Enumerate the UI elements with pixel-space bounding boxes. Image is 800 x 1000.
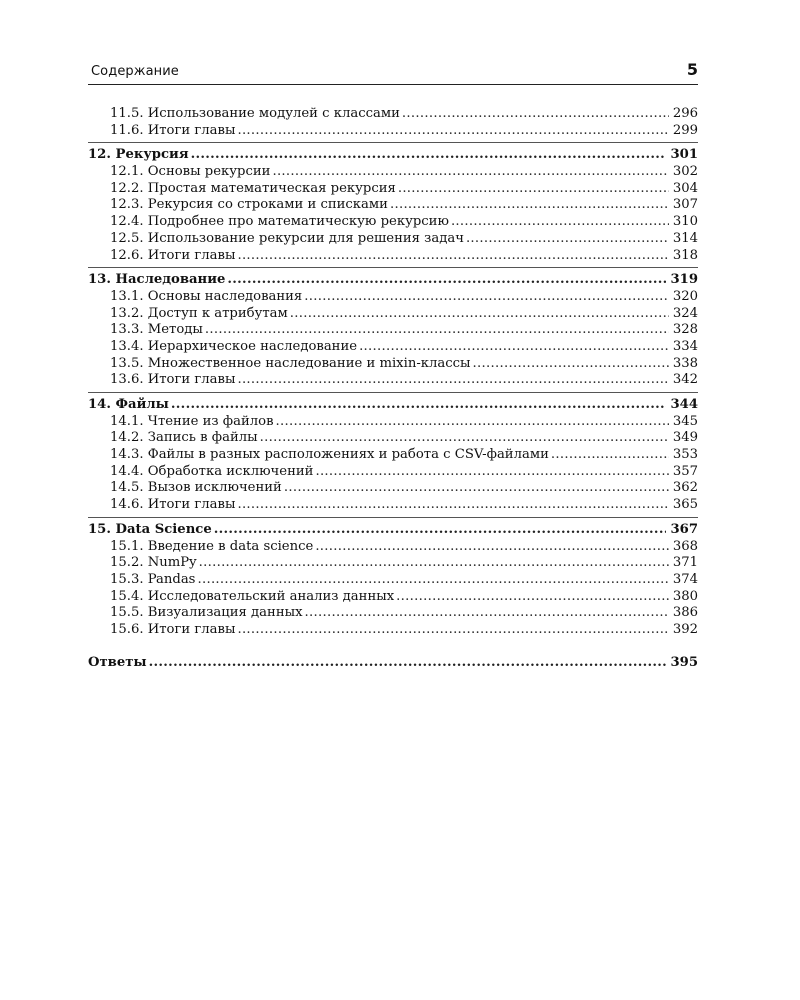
dot-leader [315,464,668,481]
toc-entry-label: 15.4. Исследовательский анализ данных [110,588,395,604]
toc-entry-page: 324 [672,305,698,321]
toc-entry-14-5[interactable] [88,480,698,497]
toc-entry-13-6[interactable] [88,372,698,389]
toc-chapter-page: 319 [670,272,698,288]
dot-leader [237,622,668,639]
toc-answers[interactable] [88,655,698,672]
chapter-divider [88,142,698,143]
toc-entry-label: 13.6. Итоги главы [110,372,236,388]
toc-chapter-13[interactable] [88,272,698,289]
toc-answers-label: Ответы [88,654,147,670]
toc-entry-page: 362 [672,480,698,496]
toc-chapter-15[interactable] [88,522,698,539]
toc-chapter-14[interactable] [88,397,698,414]
toc-entry-page: 304 [672,180,698,196]
dot-leader [284,480,669,497]
dot-leader [205,322,669,339]
toc-chapter-label: 12. Рекурсия [88,147,189,163]
toc-entry-label: 12.4. Подробнее про математическую рекурсию [110,214,449,230]
toc-entry-12-6[interactable] [88,248,698,265]
toc-entry-14-3[interactable] [88,447,698,464]
toc-entry-label: 11.5. Использование модулей с классами [110,106,400,121]
chapter-divider [88,517,698,518]
toc-entry-label: 12.2. Простая математическая рекурсия [110,180,396,196]
toc-entry-15-5[interactable] [88,605,698,622]
toc-entry-12-5[interactable] [88,231,698,248]
toc-entry-page: 392 [672,621,698,637]
toc-entry-label: 13.1. Основы наследования [110,288,303,304]
toc-entry-page: 380 [672,588,698,604]
toc-answers-page: 395 [670,654,698,670]
toc-entry-page: 365 [672,497,698,513]
dot-leader [276,414,669,431]
toc-entry-14-6[interactable] [88,497,698,514]
toc-entry-label: 14.4. Обработка исключений [110,463,314,479]
toc-entry-13-1[interactable] [88,289,698,306]
toc-entry-label: 14.2. Запись в файлы [110,430,258,446]
toc-entry-11-6[interactable] [88,123,698,140]
toc-entry-page: 318 [672,247,698,263]
dot-leader [315,539,669,556]
toc-entry-label: 13.2. Доступ к атрибутам [110,305,288,321]
dot-leader [149,655,667,672]
toc-chapter-label: 15. Data Science [88,521,212,537]
dot-leader [551,447,669,464]
dot-leader [237,248,668,265]
toc-entry-15-2[interactable] [88,555,698,572]
toc-entry-label: 14.6. Итоги главы [110,497,236,513]
dot-leader [237,497,668,514]
dot-leader [473,356,669,373]
toc-entry-label: 15.3. Pandas [110,571,196,587]
toc-entry-page: 338 [672,355,698,371]
toc-chapter-page: 367 [670,521,698,537]
toc-chapter-12[interactable] [88,147,698,164]
table-of-contents [88,106,698,671]
toc-entry-label: 15.6. Итоги главы [110,621,236,637]
toc-entry-page: 374 [672,571,698,587]
toc-chapter-page: 301 [670,147,698,163]
toc-entry-label: 14.5. Вызов исключений [110,480,282,496]
toc-entry-label: 12.6. Итоги главы [110,247,236,263]
toc-entry-label: 11.6. Итоги главы [110,122,236,138]
toc-entry-label: 14.1. Чтение из файлов [110,413,274,429]
dot-leader [396,589,669,606]
toc-entry-page: 334 [672,338,698,354]
toc-entry-label: 13.5. Множественное наследование и mixin-классы [110,355,471,371]
toc-entry-11-5[interactable] [88,106,698,123]
dot-leader [260,430,669,447]
toc-entry-12-4[interactable] [88,214,698,231]
dot-leader [402,106,669,123]
dot-leader [237,123,668,140]
dot-leader [398,181,669,198]
toc-entry-15-3[interactable] [88,572,698,589]
dot-leader [305,605,669,622]
running-header-title: Содержание [91,64,179,79]
toc-entry-14-1[interactable] [88,414,698,431]
toc-entry-label: 15.1. Введение в data science [110,538,314,554]
dot-leader [191,147,667,164]
toc-entry-label: 13.3. Методы [110,322,203,338]
dot-leader [197,572,668,589]
dot-leader [390,197,669,214]
toc-entry-14-4[interactable] [88,464,698,481]
toc-entry-label: 12.5. Использование рекурсии для решения задач [110,230,464,246]
dot-leader [171,397,667,414]
dot-leader [304,289,669,306]
toc-entry-12-1[interactable] [88,164,698,181]
toc-entry-page: 310 [672,214,698,230]
dot-leader [466,231,669,248]
toc-entry-page: 307 [672,197,698,213]
toc-entry-14-2[interactable] [88,430,698,447]
toc-entry-13-4[interactable] [88,339,698,356]
toc-entry-label: 12.1. Основы рекурсии [110,164,271,180]
toc-entry-15-6[interactable] [88,622,698,639]
toc-entry-page: 345 [672,413,698,429]
toc-entry-13-5[interactable] [88,356,698,373]
toc-entry-page: 349 [672,430,698,446]
toc-chapter-label: 13. Наследование [88,272,226,288]
dot-leader [451,214,669,231]
dot-leader [199,555,669,572]
toc-entry-page: 353 [672,447,698,463]
toc-entry-page: 386 [672,605,698,621]
toc-entry-page: 357 [672,463,698,479]
dot-leader [227,272,666,289]
dot-leader [272,164,668,181]
toc-chapter-page: 344 [670,397,698,412]
toc-entry-label: 15.5. Визуализация данных [110,605,303,621]
dot-leader [237,372,668,389]
toc-entry-13-2[interactable] [88,306,698,323]
dot-leader [290,306,669,323]
toc-entry-13-3[interactable] [88,322,698,339]
chapter-divider [88,392,698,393]
dot-leader [359,339,669,356]
toc-entry-15-4[interactable] [88,589,698,606]
toc-entry-page: 314 [672,230,698,246]
toc-entry-page: 368 [672,538,698,554]
running-header [88,62,698,85]
toc-entry-12-2[interactable] [88,181,698,198]
toc-entry-15-1[interactable] [88,539,698,556]
toc-entry-page: 299 [672,122,698,138]
page-number: 5 [686,60,698,79]
toc-entry-label: 12.3. Рекурсия со строками и списками [110,197,388,213]
dot-leader [214,522,667,539]
chapter-divider [88,267,698,268]
toc-entry-page: 342 [672,372,698,388]
toc-entry-page: 371 [672,555,698,571]
toc-entry-page: 328 [672,322,698,338]
toc-entry-label: 13.4. Иерархическое наследование [110,338,358,354]
toc-entry-page: 296 [672,106,698,121]
toc-chapter-label: 14. Файлы [88,397,169,412]
toc-entry-label: 15.2. NumPy [110,555,197,571]
toc-entry-12-3[interactable] [88,197,698,214]
toc-entry-page: 302 [672,164,698,180]
toc-entry-label: 14.3. Файлы в разных расположениях и работа с CSV-файлами [110,447,549,463]
toc-entry-page: 320 [672,288,698,304]
